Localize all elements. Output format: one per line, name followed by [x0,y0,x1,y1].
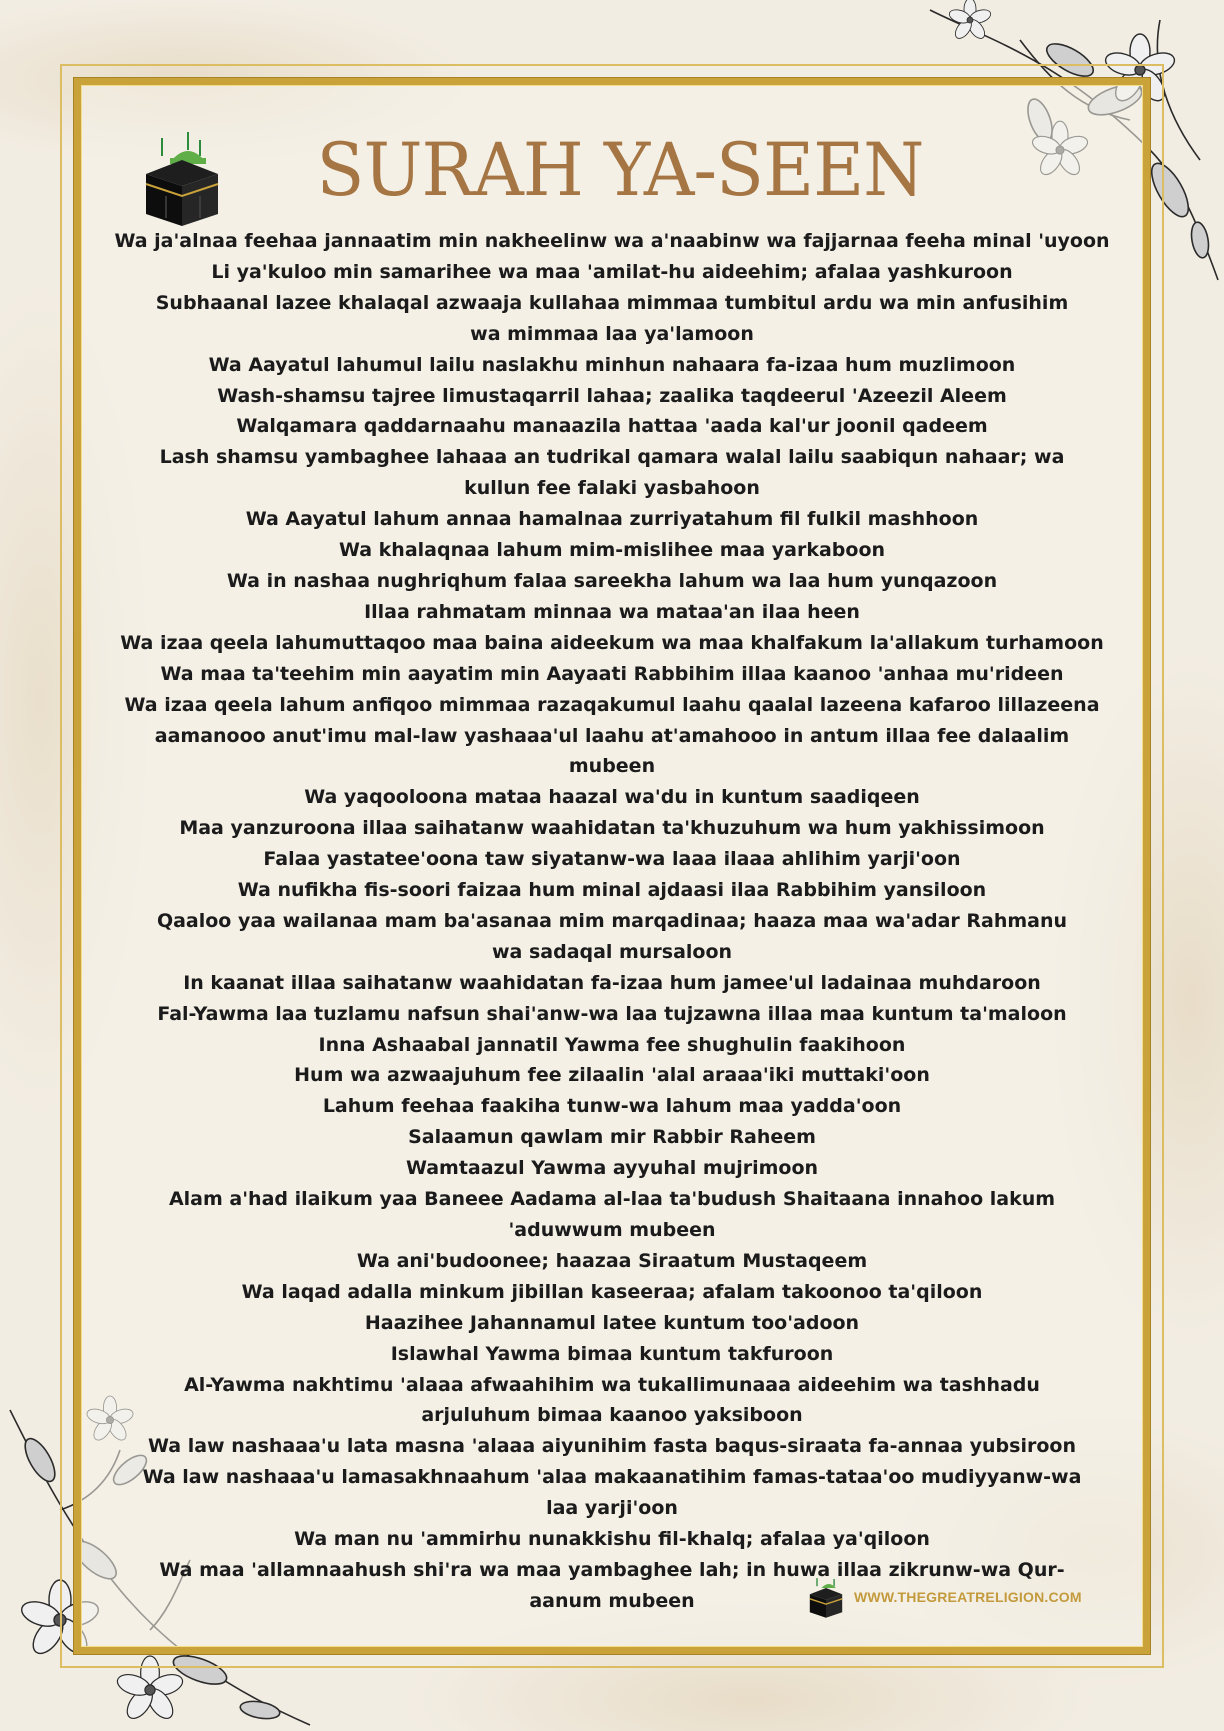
verse-line: Al-Yawma nakhtimu 'alaaa afwaahihim wa tukallimunaaa aideehim wa tashhadu arjuluhum bimaa kaanoo yaksiboon [184,1373,1040,1427]
verse-line: Salaamun qawlam mir Rabbir Raheem [408,1126,816,1149]
verse-line: Wa in nashaa nughriqhum falaa sareekha lahum wa laa hum yunqazoon [226,569,998,592]
verse-line: Alam a'had ilaikum yaa Baneee Aadama al-laa ta'budush Shaitaana innahoo lakum 'aduwwum mubeen [168,1188,1056,1241]
verse-line: Qaaloo yaa wailanaa mam ba'asanaa mim marqadinaa; haaza maa wa'adar Rahmanu wa sadaqal mursaloon [156,909,1068,963]
verse-line: Haazihee Jahannamul latee kuntum too'adoon [364,1311,860,1334]
verse-line: Wa law nashaaa'u lata masna 'alaaa aiyunihim fasta baqus-siraata fa-annaa yubsiroon [148,1435,1076,1458]
verse-line: Wa law nashaaa'u lamasakhnaahum 'alaa makaanatihim famas-tataa'oo mudiyyanw-wa laa yarji'oon [142,1466,1082,1520]
kaaba-icon [142,130,222,230]
verse-line: Falaa yastatee'oona taw siyatanw-wa laaa ilaaa ahlihim yarji'oon [263,848,961,871]
verse-line: Wa Aayatul lahumul lailu naslakhu minhun nahaara fa-izaa hum muzlimoon [208,353,1016,376]
verse-line: Wa Aayatul lahum annaa hamalnaa zurriyatahum fil fulkil mashhoon [245,508,979,531]
verse-line: Wa izaa qeela lahum anfiqoo mimmaa razaqakumul laahu qaalal lazeena kafaroo lillazeena aamanooo anut'imu mal-law yashaaa'ul laahu at'amahooo in antum illaa fee dalaalim mubeen [124,693,1100,778]
verse-line: Walqamara qaddarnaahu manaazila hattaa 'aada kal'ur joonil qadeem [236,415,988,438]
verse-line: Lash shamsu yambaghee lahaaa an tudrikal qamara walal lailu saabiqun nahaar; wa kullun fee falaki yasbahoon [159,446,1065,500]
verse-line: Wa maa ta'teehim min aayatim min Aayaati Rabbihim illaa kaanoo 'anhaa mu'rideen [160,662,1064,685]
kaaba-icon [808,1574,844,1620]
verse-line: Wa ani'budoonee; haazaa Siraatum Mustaqeem [356,1249,868,1272]
verse-list [110,226,1114,1617]
verse-line: Wa maa 'allamnaahush shi'ra wa maa yambaghee lah; in huwa illaa zikrunw-wa Qur-aanum mubeen [159,1558,1065,1612]
verse-line: Wa yaqooloona mataa haazal wa'du in kuntum saadiqeen [304,786,920,809]
website-link[interactable]: WWW.THEGREATRELIGION.COM [854,1589,1082,1605]
footer [808,1572,1082,1622]
verse-line: Islawhal Yawma bimaa kuntum takfuroon [390,1342,834,1365]
verse-line: Lahum feehaa faakiha tunw-wa lahum maa yadda'oon [322,1095,902,1118]
verse-line: Subhaanal lazee khalaqal azwaaja kullahaa mimmaa tumbitul ardu wa min anfusihim wa mimmaa laa ya'lamoon [155,291,1069,345]
verse-line: Li ya'kuloo min samarihee wa maa 'amilat-hu aideehim; afalaa yashkuroon [211,260,1013,283]
verse-line: Fal-Yawma laa tuzlamu nafsun shai'anw-wa laa tujzawna illaa maa kuntum ta'maloon [157,1002,1067,1025]
verse-line: Maa yanzuroona illaa saihatanw waahidatan ta'khuzuhum wa hum yakhissimoon [179,817,1045,840]
verse-line: Wa nufikha fis-soori faizaa hum minal ajdaasi ilaa Rabbihim yansiloon [237,879,987,902]
verse-line: Wa man nu 'ammirhu nunakkishu fil-khalq; afalaa ya'qiloon [294,1528,930,1551]
verse-line: Wa laqad adalla minkum jibillan kaseeraa; afalam takoonoo ta'qiloon [241,1280,983,1303]
verse-line: Wamtaazul Yawma ayyuhal mujrimoon [405,1157,819,1180]
verse-line: Wa khalaqnaa lahum mim-mislihee maa yarkaboon [338,539,886,562]
verse-line: Wa izaa qeela lahumuttaqoo maa baina aideekum wa maa khalfakum la'allakum turhamoon [120,631,1104,654]
page-title: SURAH YA-SEEN [316,126,924,214]
verse-line: Wash-shamsu tajree limustaqarril lahaa; zaalika taqdeerul 'Azeezil Aleem [217,384,1007,407]
verse-line: Inna Ashaabal jannatil Yawma fee shughulin faakihoon [318,1033,906,1056]
verse-line: Wa ja'alnaa feehaa jannaatim min nakheelinw wa a'naabinw wa fajjarnaa feeha minal 'uyoon [114,230,1110,252]
verse-line: Illaa rahmatam minnaa wa mataa'an ilaa heen [364,600,860,623]
verse-line: In kaanat illaa saihatanw waahidatan fa-izaa hum jamee'ul ladainaa muhdaroon [183,971,1041,994]
verse-line: Hum wa azwaajuhum fee zilaalin 'alal araaa'iki muttaki'oon [294,1064,930,1087]
